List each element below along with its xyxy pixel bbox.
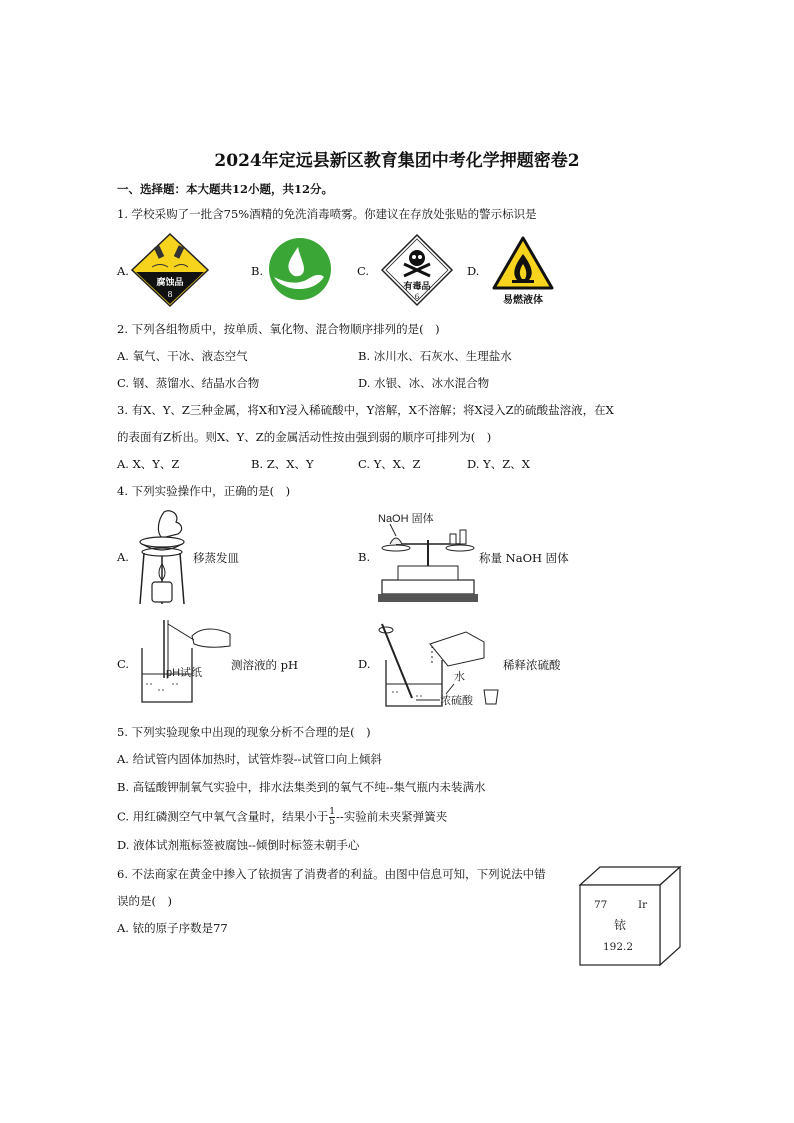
element-symbol: Ir — [638, 899, 648, 911]
sign-a-number: 8 — [167, 290, 173, 299]
q4-option-a-caption: 移蒸发皿 — [193, 551, 239, 565]
q5-stem: 5. 下列实验现象中出现的现象分析不合理的是( ) — [117, 725, 371, 739]
evaporating-dish-figure-icon — [134, 508, 192, 606]
q5-option-a[interactable]: A. 给试管内固体加热时，试管炸裂--试管口向上倾斜 — [117, 752, 382, 766]
corrosive-sign-icon — [130, 234, 210, 306]
water-label: 水 — [454, 670, 465, 683]
fraction-denominator: 5 — [329, 817, 335, 827]
q4-option-b-caption: 称量 NaOH 固体 — [479, 551, 569, 565]
acid-label: 浓硫酸 — [440, 694, 473, 707]
q3-option-c[interactable]: C. Y、X、Z — [358, 457, 421, 471]
q2-option-c[interactable]: C. 钢、蒸馏水、结晶水合物 — [117, 376, 260, 390]
q1-option-d-label[interactable]: D. — [467, 264, 480, 278]
element-name: 铱 — [613, 918, 627, 932]
q5-option-c-text-start: C. 用红磷测空气中氧气含量时，结果小于 — [117, 809, 329, 824]
q3-option-b[interactable]: B. Z、X、Y — [251, 457, 314, 471]
q6-option-a[interactable]: A. 铱的原子序数是77 — [117, 921, 228, 935]
flammable-liquid-sign-icon — [492, 236, 554, 308]
q5-option-c-text-end: --实验前未夹紧弹簧夹 — [335, 809, 448, 824]
q6-stem-line2: 误的是( ) — [117, 894, 172, 908]
dilute-acid-figure-icon — [376, 620, 500, 712]
toxic-sign-icon — [380, 234, 454, 306]
section-heading: 一、选择题：本大题共12小题，共12分。 — [117, 182, 334, 196]
q4-stem: 4. 下列实验操作中，正确的是( ) — [117, 484, 291, 498]
q2-stem: 2. 下列各组物质中，按单质、氧化物、混合物顺序排列的是( ) — [117, 322, 440, 336]
q4-option-c-label[interactable]: C. — [117, 657, 130, 671]
q3-stem-line2: 的表面有Z析出。则X、Y、Z的金属活动性按由强到弱的顺序可排列为( ) — [117, 430, 492, 444]
sign-c-number: 6 — [414, 293, 420, 301]
q4-option-c-caption: 测溶液的 pH — [231, 658, 299, 672]
q4-option-d-caption: 稀释浓硫酸 — [503, 658, 561, 672]
element-mass: 192.2 — [602, 941, 634, 953]
q4-option-b-label[interactable]: B. — [358, 550, 371, 564]
page-title: 2024年定远县新区教育集团中考化学押题密卷2 — [214, 151, 580, 171]
sign-d-text: 易燃液体 — [503, 295, 543, 306]
q5-option-c[interactable] — [117, 808, 447, 827]
sign-a-text: 腐蚀品 — [156, 278, 184, 288]
balance-label: NaOH 固体 — [378, 513, 434, 525]
ph-paper-label: pH试纸 — [166, 667, 203, 679]
q2-option-a[interactable]: A. 氧气、干冰、液态空气 — [117, 349, 248, 363]
q5-option-b[interactable]: B. 高锰酸钾制氧气实验中，排水法集类到的氧气不纯--集气瓶内未装满水 — [117, 780, 486, 794]
fraction — [329, 808, 335, 827]
q1-option-a-label[interactable]: A. — [117, 264, 129, 278]
balance-figure-icon — [378, 510, 478, 605]
q6-stem-line1: 6. 不法商家在黄金中掺入了铱损害了消费者的利益。由图中信息可知，下列说法中错 — [117, 867, 546, 881]
q4-option-d-label[interactable]: D. — [358, 657, 371, 671]
q2-option-d[interactable]: D. 水银、冰、冰水混合物 — [358, 376, 490, 390]
water-saving-logo-icon — [268, 237, 332, 301]
q3-option-a[interactable]: A. X、Y、Z — [117, 457, 180, 471]
q1-stem: 1. 学校采购了一批含75%酒精的免洗消毒喷雾。你建议在存放处张贴的警示标识是 — [117, 207, 537, 221]
element-card-figure — [578, 865, 682, 967]
element-number: 77 — [594, 899, 608, 911]
q3-stem-line1: 3. 有X、Y、Z三种金属，将X和Y浸入稀硫酸中，Y溶解，X不溶解；将X浸入Z的硫酸盐溶液，在X — [117, 403, 614, 417]
sign-c-text: 有毒品 — [403, 282, 431, 292]
q3-option-d[interactable]: D. Y、Z、X — [467, 457, 530, 471]
q5-option-d[interactable]: D. 液体试剂瓶标签被腐蚀--倾倒时标签未朝手心 — [117, 838, 360, 852]
q1-option-b-label[interactable]: B. — [251, 264, 264, 278]
q2-option-b[interactable]: B. 冰川水、石灰水、生理盐水 — [358, 349, 512, 363]
q4-option-a-label[interactable]: A. — [117, 550, 129, 564]
q1-option-c-label[interactable]: C. — [357, 264, 370, 278]
fraction-numerator: 1 — [329, 807, 335, 817]
ph-test-figure-icon — [136, 618, 231, 708]
